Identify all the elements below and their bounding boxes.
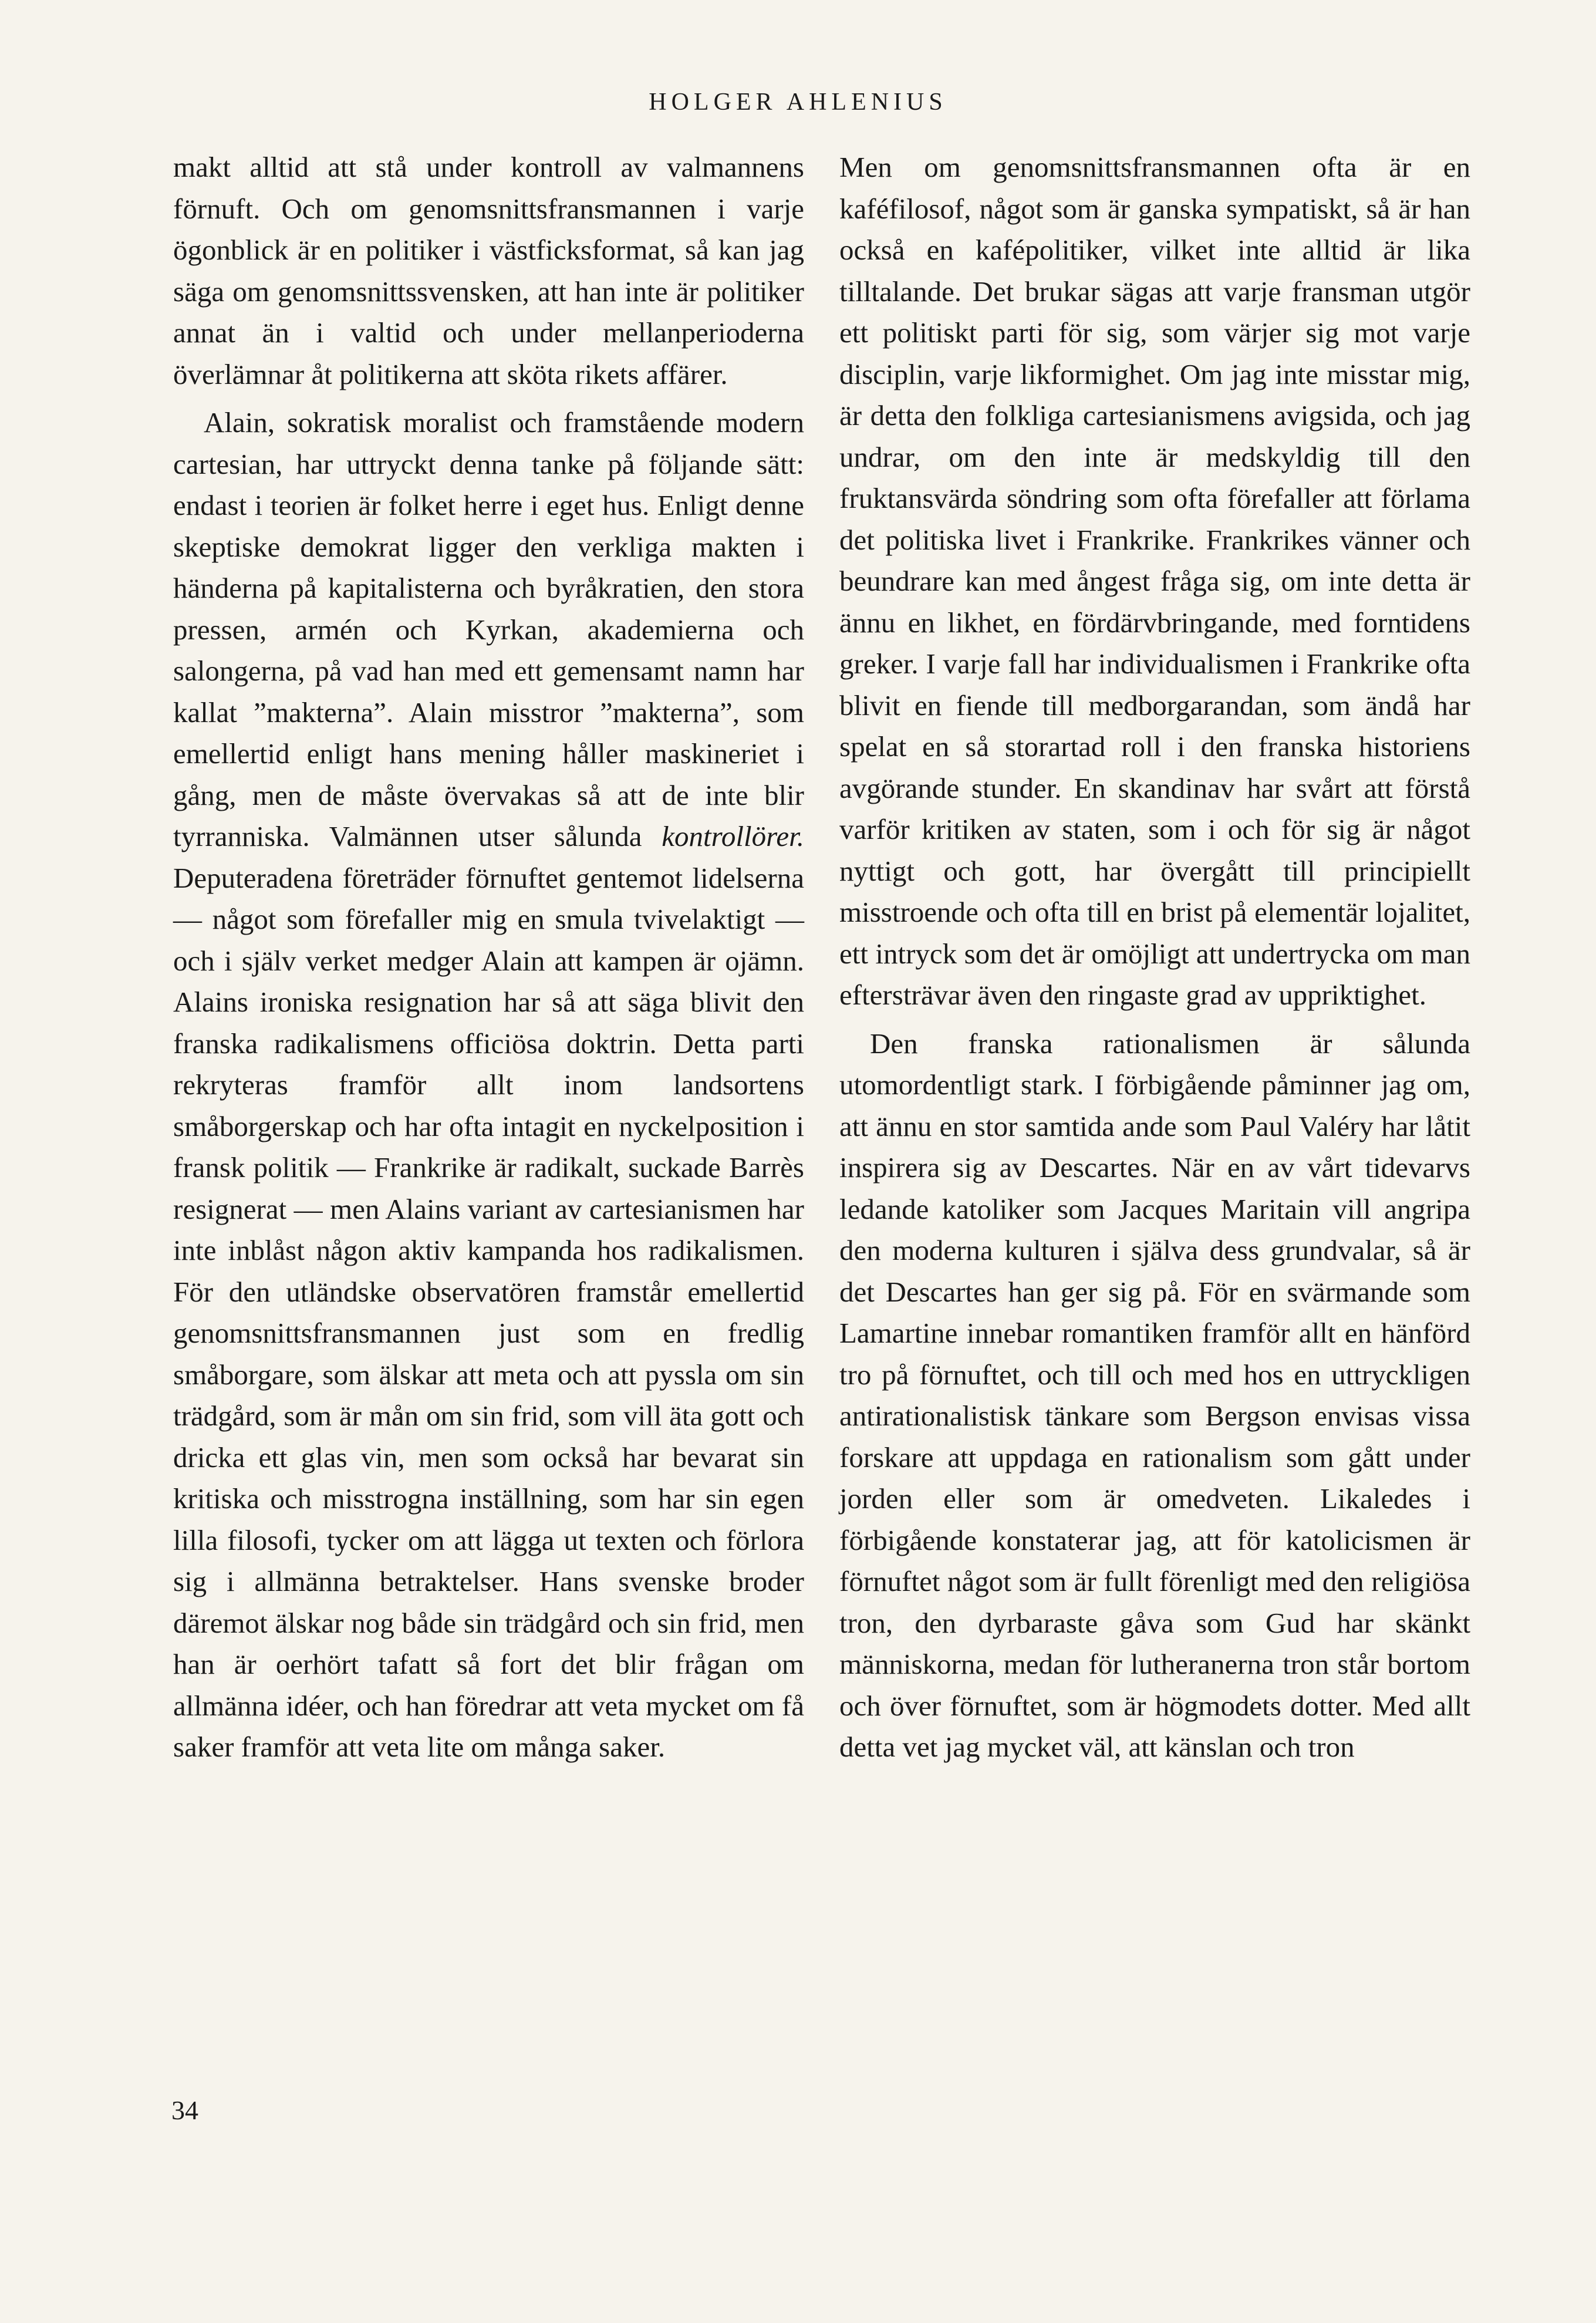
right-paragraph-1: Men om genomsnittsfransmannen ofta är en kaféfilosof, något som är ganska sympatiskt, så är han också en kafépolitiker, vilket inte alltid är lika tilltalande. Det brukar sägas att varje fransman utgör ett politiskt parti för sig, som värjer sig mot varje disciplin, varje likformighet. Om jag inte misstar mig, är detta den folkliga cartesianismens avigsida, och jag undrar, om den inte är medskyldig till den fruktansvärda söndring som ofta förefaller att förlama det politiska livet i Frankrike. Frankrikes vänner och beundrare kan med ångest fråga sig, om inte detta är ännu en likhet, en fördärvbringande, med forntidens greker. I varje fall har individualismen i Frankrike ofta blivit en fiende till medborgarandan, som ändå har spelat en så storartad roll i den franska historiens avgörande stunder. En skandinav har svårt att förstå varför kritiken av staten, som i och för sig är något nyttigt och gott, har övergått till principiellt misstroende och ofta till en brist på elementär lojalitet, ett intryck som det är omöjligt att undertrycka om man eftersträvar även den ringaste grad av uppriktighet. <box>839 151 1470 1011</box>
left-paragraph-2-end: Deputeradena företräder förnuftet gentemot lidelserna — något som förefaller mig en smula tvivelaktigt — och i själv verket medger Alain att kampen är ojämn. Alains ironiska resignation har så att säga blivit den franska radikalismens officiösa doktrin. Detta parti rekryteras framför allt inom landsortens småborgerskap och har ofta intagit en nyckelposition i fransk politik — Frankrike är radikalt, suckade Barrès resignerat — men Alains variant av cartesianismen har inte inblåst någon aktiv kampanda hos radikalismen. För den utländske observatören framstår emellertid genomsnittsfransmannen just som en fredlig småborgare, som älskar att meta och att pyssla om sin trädgård, som är mån om sin frid, som vill äta gott och dricka ett glas vin, men som också har bevarat sin kritiska och misstrogna inställning, som har sin egen lilla filosofi, tycker om att lägga ut texten och förlora sig i allmänna betraktelser. Hans svenske broder däremot älskar nog både sin trädgård och sin frid, men han är oerhört tafatt så fort det blir frågan om allmänna idéer, och han föredrar att veta mycket om få saker framför att veta lite om många saker. <box>173 861 804 1763</box>
italic-term: kontrollörer. <box>662 820 804 852</box>
left-paragraph-2-start: Alain, sokratisk moralist och framstående modern cartesian, har uttryckt denna tanke på följande sätt: endast i teorien är folket herre i eget hus. Enligt denne skeptiske demokrat ligger den verkliga makten i händerna på kapitalisterna och byråkratien, den stora pressen, armén och Kyrkan, akademierna och salongerna, på vad han med ett gemensamt namn har kallat ”makterna”. Alain misstror ”makterna”, som emellertid enligt hans mening håller maskineriet i gång, men de måste övervakas så att de inte blir tyrranniska. Valmännen utser sålunda <box>173 406 804 852</box>
right-paragraph-2: Den franska rationalismen är sålunda utomordentligt stark. I förbigående påminner jag om, att ännu en stor samtida ande som Paul Valéry har låtit inspirera sig av Descartes. När en av vårt tidevarvs ledande katoliker som Jacques Maritain vill angripa den moderna kulturen i själva dess grundvalar, så är det Descartes han ger sig på. För en svärmande som Lamartine innebar romantiken framför allt en hänförd tro på förnuftet, och till och med hos en uttryckligen antirationalistisk tänkare som Bergson envisas vissa forskare att uppdaga en rationalism som gått under jorden eller som är omedveten. Likaledes i förbigående konstaterar jag, att för katolicismen är förnuftet något som är fullt förenligt med den religiösa tron, den dyrbaraste gåva som Gud har skänkt människorna, medan för lutheranerna tron står bortom och över förnuftet, som är högmodets dotter. Med allt detta vet jag mycket väl, att känslan och tron <box>839 1027 1470 1763</box>
left-paragraph-2 <box>173 402 804 1768</box>
right-column <box>839 147 1470 1775</box>
left-paragraph-1: makt alltid att stå under kontroll av valmannens förnuft. Och om genomsnittsfransmannen i varje ögonblick är en politiker i västficksformat, så kan jag säga om genomsnittssvensken, att han inte är politiker annat än i valtid och under mellanperioderna överlämnar åt politikerna att sköta rikets affärer. <box>173 151 804 390</box>
running-head: HOLGER AHLENIUS <box>649 89 947 116</box>
left-column <box>173 147 804 1775</box>
page-number: 34 <box>171 2095 198 2125</box>
